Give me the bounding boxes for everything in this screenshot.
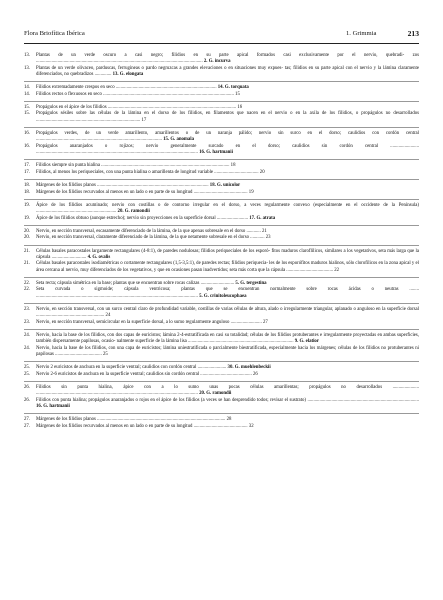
entry-description: Nervio, hacia la base de los filidios, con dos capas de euricistos; lámina 2-4-estratificada en casi su totalidad; células de los filidios protuberantes e irregularmente proyectadas en ambas superficies, también dispersamente papilosas, ocasio- nalmente superficie de la lámina lisa ........................................................................................ [36, 333, 419, 345]
entry-description: Filidios con punta hialina; propágulos anaranjados o rojos en el ápice de los filidios (a veces se han desprendido todos; revisar el sustrato) ............................................................................................. [36, 397, 419, 403]
entry-number: 27. [24, 417, 30, 423]
entry-number: 26. [24, 385, 30, 391]
taxon-name: 13. G. elongata [112, 72, 144, 78]
entry-text [36, 320, 419, 326]
entry-description: Propágulos anaranjados o rojizos; nervio generalmente surcado en el dorso; caulidios sin cordón central ........................ ....................................................................................................................................... [36, 143, 419, 156]
entry-text [36, 261, 419, 274]
entry-description: Filidios siempre sin punta hialina ........................................................................................................... 18 [36, 163, 236, 169]
key-couplet [24, 304, 419, 330]
key-entry [24, 333, 419, 346]
entry-text [36, 398, 419, 411]
header-book-title: Flora Briofítica Ibérica [24, 30, 85, 37]
entry-description: Nervio 2-6 euricistos de anchura en la superficie ventral; caulidios sin cordón central ........................................... 26 [36, 371, 258, 377]
entry-number: 21. [24, 248, 30, 254]
key-entry [24, 385, 419, 398]
entry-text [36, 216, 419, 222]
key-couplet [24, 382, 419, 414]
entry-text [36, 333, 419, 346]
key-entry [24, 131, 419, 144]
entry-text [36, 144, 419, 157]
entry-number: 26. [24, 397, 30, 403]
taxon-name: 20. G. ramondii [117, 209, 150, 215]
key-entry [24, 372, 419, 378]
entry-number: 25. [24, 371, 30, 377]
key-couplet [24, 226, 419, 246]
taxon-name: 15. G. anomala [163, 137, 195, 143]
taxon-name: 20. G. ramondii [199, 391, 232, 397]
entry-description: Ápice de los filidios acuminado; nervio con costillas o de contorno irregular en el dorso, a veces regularmente convexo (especialmente en el occidente de la Península) ................................................................... [36, 202, 419, 215]
entry-number: 22. [24, 287, 30, 293]
entry-text [36, 92, 419, 98]
key-couplet [24, 414, 419, 433]
entry-text [36, 170, 419, 176]
key-entry [24, 398, 419, 411]
header-section-title: 1. Grimmia [346, 30, 377, 37]
taxon-name: 17. G. atrata [249, 215, 276, 221]
key-couplet [24, 128, 419, 160]
entry-number: 22. [24, 280, 30, 286]
entry-description: Propágulos verdes, de un verde amarillento, amarillentos o de un naranja pálido; nervio sin surco en el dorso; caulidios con cordón central ......................................................................................................... [36, 131, 419, 143]
entry-text [36, 235, 419, 241]
page-number: 213 [407, 29, 419, 38]
entry-description: Células basales paracostales largamente rectangulares (4-8:1), de paredes nodulosas; filidios periqueciales de los esporó- fitos maduros claroflilicos, similares a los vegetativos, seta más larga que la cápsula ............................. [36, 248, 419, 260]
entry-number: 21. [24, 261, 30, 267]
entry-number: 20. [24, 235, 30, 241]
entry-text [36, 287, 419, 300]
key-entry [24, 190, 419, 196]
entry-number: 24. [24, 333, 30, 338]
header-rule [24, 43, 419, 44]
entry-number: 20. [24, 228, 30, 234]
entry-text [36, 385, 419, 398]
entry-number: 18. [24, 183, 30, 189]
key-couplet [24, 246, 419, 278]
entry-text [36, 249, 419, 262]
key-entry [24, 111, 419, 124]
key-couplet [24, 82, 419, 102]
key-entry [24, 53, 419, 66]
key-entry [24, 249, 419, 262]
entry-number: 24. [24, 345, 30, 351]
key-entry [24, 66, 419, 79]
taxon-name: 9. G. elatior [294, 339, 319, 345]
key-entry [24, 216, 419, 222]
entry-text [36, 203, 419, 216]
entry-description: Filidios extremadamente crespos en seco .................................................................................... [36, 85, 218, 91]
key-couplet [24, 160, 419, 180]
key-couplet [24, 278, 419, 304]
entry-description: Propágulos en el ápice de los filidios ........................................................................................................... 16 [36, 105, 243, 111]
entry-description: Nervio, en sección transversal, claramente diferenciado de la lámina, de la que netamente sobresale en el dorso ............ 23 [36, 235, 271, 241]
entry-number: 27. [24, 423, 30, 429]
entry-description: Nervio, en sección transversal, semicircular en la superficie dorsal, a lo sumo regularmente anguloso .......................... 27 [36, 319, 268, 325]
entry-description: Márgenes de los filidios planos ........................................................................................................... 28 [36, 417, 232, 423]
taxon-name: 18. G. unicolor [209, 183, 241, 189]
entry-text [36, 190, 419, 196]
entry-number: 16. [24, 143, 30, 149]
entry-number: 19. [24, 202, 30, 208]
key-couplet [24, 330, 419, 362]
entry-text [36, 424, 419, 430]
entry-number: 17. [24, 169, 30, 175]
key-entry [24, 307, 419, 320]
taxon-name: 4. G. ovalis [87, 254, 111, 260]
taxon-name: 2. G. incurva [203, 59, 231, 65]
key-couplet [24, 200, 419, 226]
entry-description: Márgenes de los filidios planos ............................................................................................. [36, 183, 210, 189]
entry-number: 18. [24, 189, 30, 195]
entry-text [36, 53, 419, 66]
entry-description: Márgenes de los filidios recurvados al menos en un lado o en parte de su longitud ............................................. 19 [36, 189, 254, 195]
entry-number: 16. [24, 131, 30, 137]
key-couplet [24, 50, 419, 82]
entry-description: Filidios rectos o flexuosos en seco ............................................................................................................. 15 [36, 91, 240, 97]
taxon-name: 16. G. hartmanii [199, 150, 233, 156]
entry-number: 15. [24, 105, 30, 111]
key-entry [24, 144, 419, 157]
entry-text [36, 66, 419, 79]
key-entry [24, 261, 419, 274]
entry-number: 23. [24, 306, 30, 312]
entry-description: Nervio, en sección transversal, escasamente diferenciado de la lámina, de la que apenas sobresale en el dorso ............ 21 [36, 228, 267, 234]
entry-description: Plantas de un verde olivaceo, parduscas, ferrugineas o pardo negruzcas a grandes elevaciones o en situaciones muy expues- tas; filidios en su parte apical con el nervio y la lámina claramente diferenciados, no quebradizos .............. [36, 65, 419, 78]
key-entry [24, 287, 419, 300]
entry-text [36, 111, 419, 124]
key-entry [24, 346, 419, 359]
entry-description: Ápice de los filidios obtuso (aunque estrecho); nervio sin proyecciones en la superficie dorsal .......................... [36, 215, 250, 221]
key-entry [24, 320, 419, 326]
taxon-name: 5. G. crinitoleucophaea [199, 293, 247, 299]
entry-text [36, 372, 419, 378]
taxon-name: 5. G. tergestina [235, 280, 267, 286]
taxon-name: 16. G. hartmanii [36, 404, 70, 410]
entry-description: Filidios, al menos los periqueciales, con una punta hialina o amarillenta de longitud variable ..................................... 20 [36, 169, 265, 175]
entry-number: 14. [24, 85, 30, 91]
key-couplet [24, 180, 419, 200]
entry-number: 19. [24, 215, 30, 221]
key-entry [24, 170, 419, 176]
running-header [24, 30, 419, 42]
entry-text [36, 346, 419, 359]
entry-description: Márgenes de los filidios recurvados al menos en un lado o en parte de su longitud ............................................. 32 [36, 423, 254, 429]
entry-number: 23. [24, 319, 30, 325]
entry-description: Filidios sin punta hialina, ápice con a lo sumo unas pocas células amarillentas; propágulos no desarrollados ...................... ....................................................................................................................................... [36, 385, 419, 397]
entry-description: Nervio, hacia la base de los filidios, con una capa de euricistos; lámina uniestratificada o parcialmente biestratificada, especialmente hacia los márgenes; células de los filidios no protuberantes ni papilosas ....................................... 25 [36, 345, 419, 358]
entry-number: 25. [24, 365, 30, 371]
entry-description: Seta recta; cápsula simétrica en la base; plantas que se encuentran sobre rocas calizas ............................ [36, 280, 236, 286]
entry-number: 17. [24, 163, 30, 169]
entry-description: Células basales paracostales isodiamétricas o cortamente rectangulares (1,5-3,5:1), de paredes rectas; filidios periquecia- les de los esporófitos maduros hialinos, sólo clorofílicos en la zona apical y el área cercana al nervio, muy diferenciados de los vegetativos, y que en ocasiones pasan inadvertidos; seta más corta que la cápsula ....................................... 22 [36, 261, 419, 273]
key-couplet [24, 102, 419, 128]
entry-number: 13. [24, 53, 30, 58]
entry-description: Plantas de un verde oscuro a casi negro; filidios en su parte apical formados casi exclusivamente por el nervio, quebradi- zos ........................................................................................................................................... [36, 53, 419, 65]
key-couplet [24, 362, 419, 382]
entry-number: 13. [24, 65, 30, 71]
key-entry [24, 235, 419, 241]
key-entry [24, 203, 419, 216]
entry-description: Nervio, en sección transversal, con un surco central claro de profundidad variable, costillas de varias células de altura, alado o irregularmente triangular, aplanado o anguloso en la superficie dorsal ......................................................... 24 [36, 306, 419, 319]
identification-key [24, 50, 419, 433]
key-entry [24, 92, 419, 98]
entry-description: Nervio 2 euricistos de anchura en la superficie ventral; caulidios con cordón central ........................ [36, 365, 228, 371]
key-entry [24, 424, 419, 430]
entry-description: Seta curvada o sigmoide; cápsula ventricosa; plantas que se encuentran normalmente sobre rocas ácidas o neutras ........ ....................................................................................................................................... [36, 287, 419, 299]
entry-text [36, 131, 419, 144]
taxon-name: 14. G. torquata [217, 85, 249, 91]
entry-description: Propágulos sésiles sobre las células de la lámina en el dorso de los filidios, en filamentos que nacen en el nervio o en la axila de los filidios, o propágulos no desarrollados ....................................................................................... 17 [36, 111, 419, 123]
entry-number: 14. [24, 91, 30, 97]
entry-text [36, 307, 419, 320]
entry-number: 15. [24, 111, 30, 117]
taxon-name: 30. G. muehlenbeckii [227, 365, 271, 371]
